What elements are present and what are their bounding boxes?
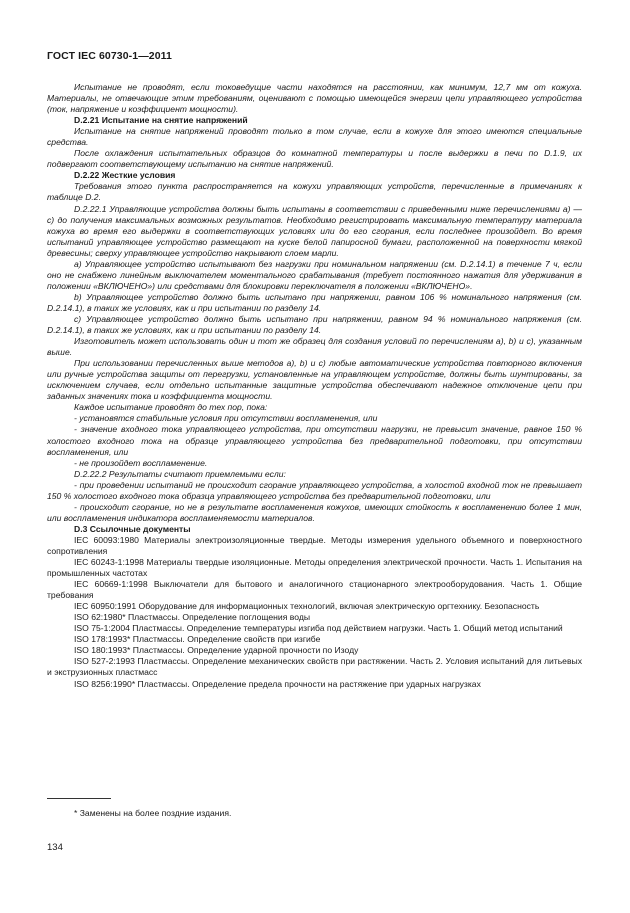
body-paragraph: Каждое испытание проводят до тех пор, пока: — [74, 402, 268, 413]
reference-entry: ISO 8256:1990* Пластмассы. Определение предела прочности на растяжение при ударных нагрузках — [74, 678, 481, 689]
body-paragraph: - происходит сгорание, но не в результате воспламенения кожухов, имеющих стойкость к воспламенению более 1 мин, или воспламенения индикатора воспламеняемости материалов. — [47, 501, 582, 523]
reference-entry: ISO 62:1980* Пластмассы. Определение поглощения воды — [74, 612, 311, 623]
reference-entry: IEC 60093:1980 Материалы электроизоляционные твердые. Методы измерения удельного объемного и поверхностного сопротивления — [47, 534, 582, 556]
body-paragraph: - установятся стабильные условия при отсутствии воспламенения, или — [74, 413, 378, 424]
page-number: 134 — [47, 842, 63, 853]
section-heading: D.2.22 Жесткие условия — [74, 170, 176, 181]
body-paragraph: - значение входного тока управляющего устройства, при отсутствии нагрузки, не превысит значение, равное 150 % холостого входного тока на образце управляющего устройства без предварительной подготовки, при отсутствии воспламенения, или — [47, 424, 582, 457]
body-paragraph: - при проведении испытаний не происходит сгорание управляющего устройства, а холостой входной ток не превышает 150 % холостого входного тока образца управляющего устройства без предварительной подготовки, или — [47, 479, 582, 501]
body-paragraph: Требования этого пункта распространяется на кожухи управляющих устройств, перечисленные в примечаниях к таблице D.2. — [47, 181, 582, 203]
reference-entry: ISO 178:1993* Пластмассы. Определение свойств при изгибе — [74, 634, 321, 645]
footnote: * Заменены на более поздние издания. — [74, 808, 232, 818]
reference-entry: ISO 75-1:2004 Пластмассы. Определение температуры изгиба под действием нагрузки. Часть 1. Общий метод испытаний — [74, 623, 563, 634]
document-body — [47, 82, 582, 690]
body-paragraph: При использовании перечисленных выше методов а), b) и с) любые автоматические устройства повторного включения или ручные устройства защиты от перегрузки, установленные на управляющем устройстве, должны быть шунтированы, за исключением случаев, если отдельно испытанные защитные устройства обеспечивают надежное отключение цепи при заданных значениях тока и коэффициента мощности. — [47, 358, 582, 402]
body-paragraph: Испытание не проводят, если токоведущие части находятся на расстоянии, как минимум, 12,7 мм от кожуха. Материалы, не отвечающие этим требованиям, оценивают с помощью имеющейся энергии цепи управляющего устройства (ток, напряжение и коэффициент мощности). — [47, 82, 582, 115]
body-paragraph: b) Управляющее устройство должно быть испытано при напряжении, равном 106 % номинального напряжения (см. D.2.14.1), в таких же условиях, как и при испытании по разделу 14. — [47, 291, 582, 313]
body-paragraph: После охлаждения испытательных образцов до комнатной температуры и после выдержки в печи по D.1.9, их подвергают соответствующему испытанию на снятие напряжений. — [47, 148, 582, 170]
reference-entry: IEC 60950:1991 Оборудование для информационных технологий, включая электрическую оргтехнику. Безопасность — [74, 601, 540, 612]
section-heading: D.3 Ссылочные документы — [74, 523, 191, 534]
reference-entry: ISO 180:1993* Пластмассы. Определение ударной прочности по Изоду — [74, 645, 359, 656]
body-paragraph: с) Управляющее устройство должно быть испытано при напряжении, равном 94 % номинального напряжения (см. D.2.14.1), в таких же условиях, как и при испытании по разделу 14. — [47, 313, 582, 336]
footnote-divider — [47, 798, 111, 799]
document-header: ГОСТ IEC 60730-1—2011 — [47, 50, 172, 62]
body-paragraph: D.2.22.2 Результаты считают приемлемыми если: — [74, 468, 286, 479]
body-paragraph: - не произойдет воспламенение. — [74, 457, 208, 468]
body-paragraph: Изготовитель может использовать один и тот же образец для создания условий по перечислениям а), b) и с), указанным выше. — [47, 336, 582, 358]
body-paragraph: Испытание на снятие напряжений проводят только в том случае, если в кожухе для этого имеются специальные средства. — [47, 126, 582, 148]
body-paragraph: D.2.22.1 Управляющие устройства должны быть испытаны в соответствии с приведенными ниже перечислениями а) — с) до получения максимальных возможных результатов. Необходимо регистрировать максимальную температуру материала кожуха во время его выдержки в соответствующих условиях или до его сгорания, если последнее произойдет. Во время испытаний управляющее устройство размещают на куске белой папиросной бумаги, расположенной на поверхности мягкой древесины; сверху управляющее устройство накрывают слоем марли. — [47, 203, 582, 258]
section-heading: D.2.21 Испытание на снятие напряжений — [74, 115, 248, 126]
body-paragraph: а) Управляющее устройство испытывают без нагрузки при номинальном напряжении (см. D.2.14.1) в течение 7 ч, если оно не снабжено линейным выключателем моментального срабатывания (требует постоянного нажатия для удерживания в положении «ВКЛЮЧЕНО») или средствами для блокировки переключателя в положении «ВКЛЮЧЕНО». — [47, 258, 582, 291]
reference-entry: IEC 60243-1:1998 Материалы твердые изоляционные. Методы определения электрической прочности. Часть 1. Испытания на промышленных частотах — [47, 557, 582, 579]
reference-entry: ISO 527-2:1993 Пластмассы. Определение механических свойств при растяжении. Часть 2. Условия испытаний для литьевых и экструзионных пластмасс — [47, 656, 582, 678]
reference-entry: IEC 60669-1:1998 Выключатели для бытового и аналогичного стационарного электрооборудования. Часть 1. Общие требования — [47, 579, 582, 601]
